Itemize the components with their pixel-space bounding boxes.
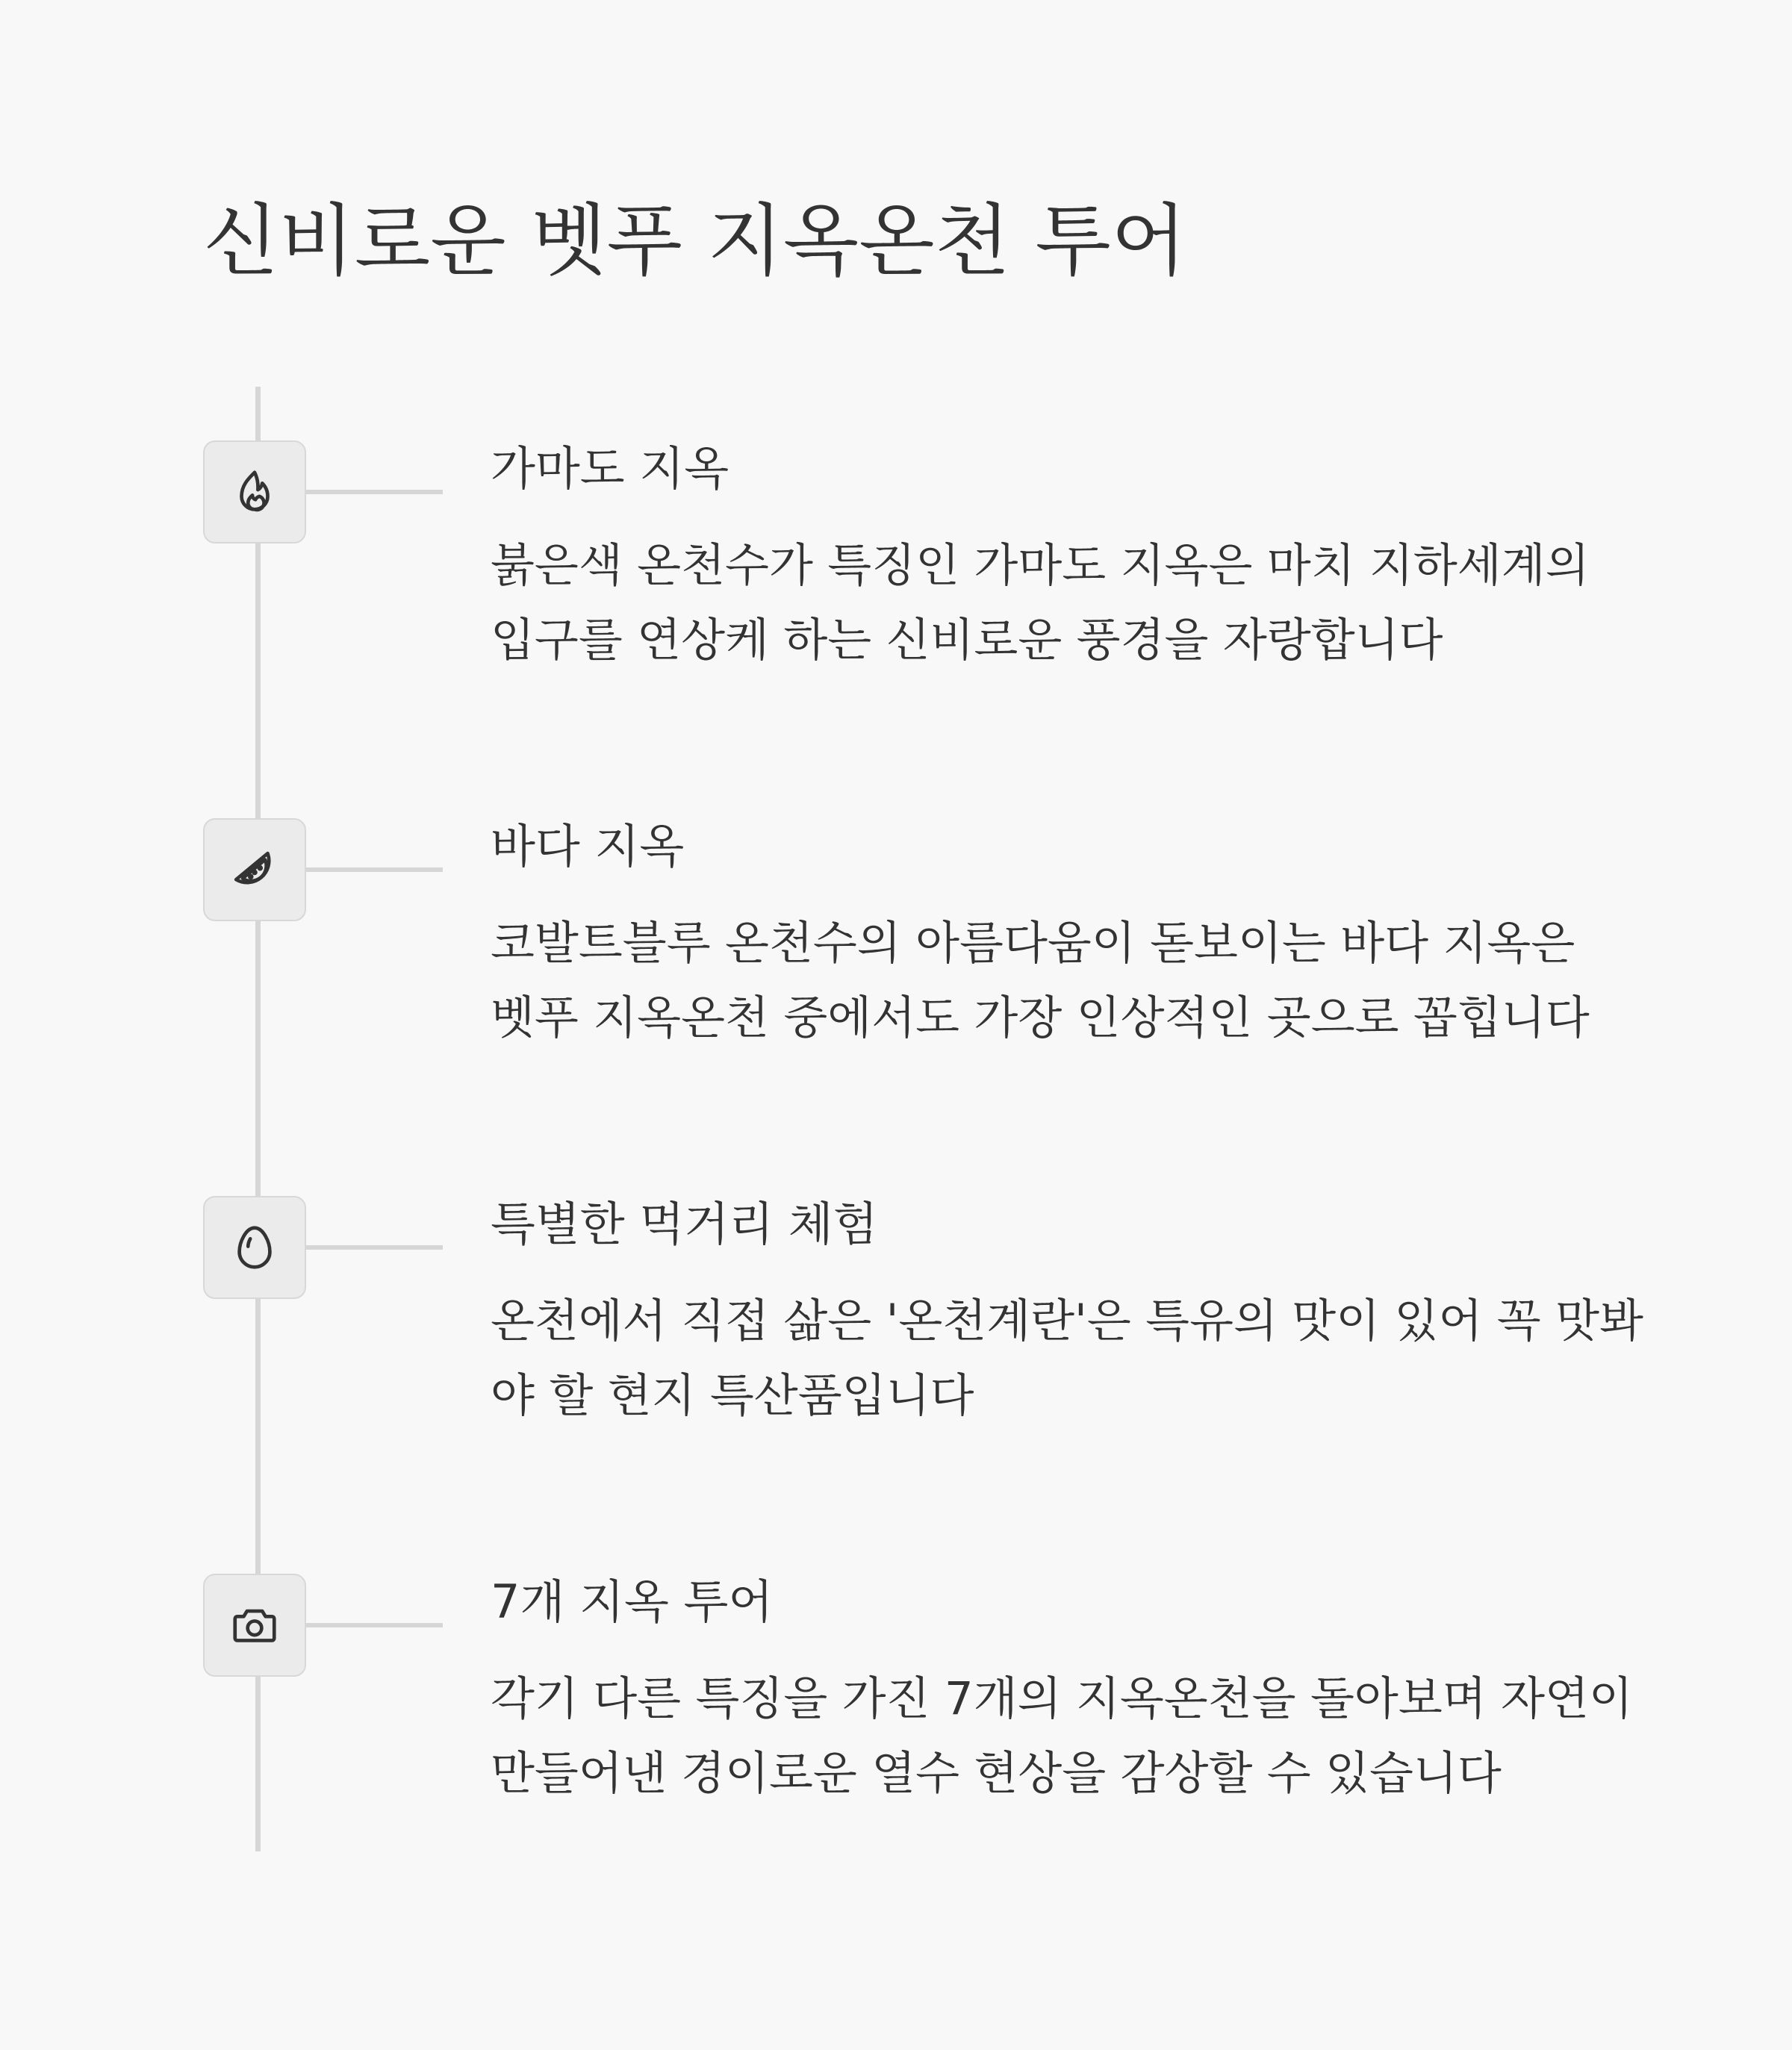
connector-line — [306, 1245, 443, 1250]
timeline-item-food — [0, 1142, 1792, 1441]
item-title: 7개 지옥 투어 — [491, 1574, 774, 1629]
connector-line — [306, 867, 443, 872]
icon-box — [203, 1574, 306, 1677]
flame-icon — [228, 466, 281, 518]
item-title: 가마도 지옥 — [491, 441, 729, 496]
camera-icon — [228, 1599, 281, 1651]
timeline-item-kamado — [0, 387, 1792, 685]
connector-line — [306, 490, 443, 494]
description-line: 각기 다른 특징을 가진 7개의 지옥온천을 돌아보며 자연이 — [491, 1672, 1633, 1725]
icon-box — [203, 1196, 306, 1299]
description-line: 코발트블루 온천수의 아름다움이 돋보이는 바다 지옥은 — [491, 917, 1575, 970]
item-description — [491, 1662, 1633, 1811]
description-line: 벳푸 지옥온천 중에서도 가장 인상적인 곳으로 꼽힙니다 — [491, 991, 1590, 1044]
page-title: 신비로운 벳푸 지옥온천 투어 — [203, 196, 1187, 287]
description-line: 야 할 현지 특산품입니다 — [491, 1369, 974, 1422]
description-line: 온천에서 직접 삶은 '온천계란'은 특유의 맛이 있어 꼭 맛봐 — [491, 1295, 1643, 1348]
item-title: 특별한 먹거리 체험 — [491, 1197, 878, 1251]
description-line: 입구를 연상케 하는 신비로운 풍경을 자랑합니다 — [491, 614, 1443, 667]
connector-line — [306, 1623, 443, 1627]
egg-icon — [228, 1221, 281, 1274]
item-title: 바다 지옥 — [491, 819, 685, 873]
item-description — [491, 1284, 1643, 1433]
description-line: 만들어낸 경이로운 열수 현상을 감상할 수 있습니다 — [491, 1747, 1502, 1800]
timeline-item-tour — [0, 1520, 1792, 1819]
timeline-item-umi — [0, 764, 1792, 1063]
icon-box — [203, 818, 306, 921]
item-description — [491, 906, 1603, 1056]
icon-box — [203, 440, 306, 543]
description-line: 붉은색 온천수가 특징인 가마도 지옥은 마치 지하세계의 — [491, 539, 1590, 592]
item-description — [491, 529, 1603, 678]
watermelon-icon — [228, 844, 281, 896]
